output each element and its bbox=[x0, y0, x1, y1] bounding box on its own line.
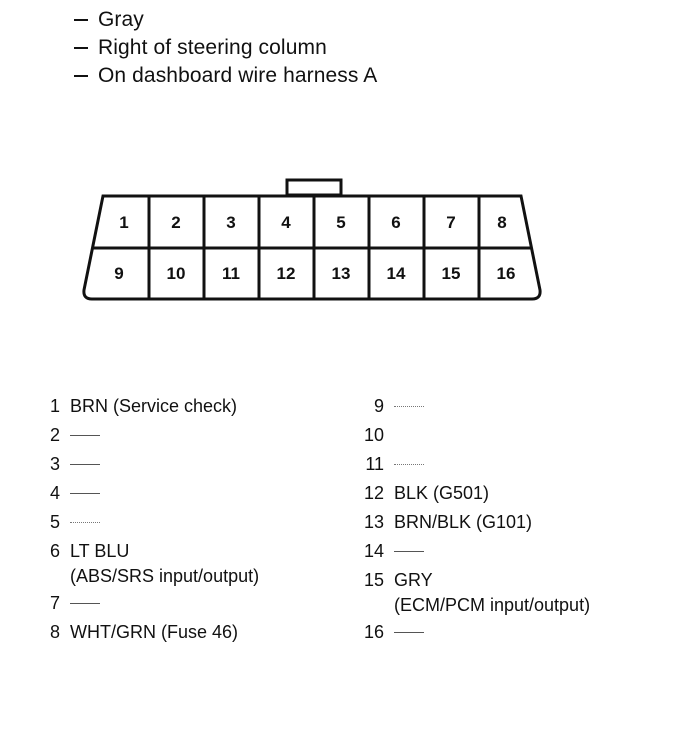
pin-number: 8 bbox=[49, 622, 60, 642]
pin-unused-line bbox=[394, 406, 424, 407]
pin-wire: BLK (G501) bbox=[394, 483, 490, 503]
pin-unused-line bbox=[394, 551, 424, 552]
pin-row-3 bbox=[30, 450, 259, 479]
pin-label-15: 15 bbox=[441, 264, 461, 283]
pin-label-2: 2 bbox=[171, 213, 181, 232]
pin-label-9: 9 bbox=[114, 264, 124, 283]
pin-description bbox=[394, 566, 590, 618]
pin-description bbox=[394, 479, 489, 508]
pin-wire: LT BLU bbox=[70, 541, 130, 561]
pin-label-14: 14 bbox=[386, 264, 406, 283]
pin-unused-line bbox=[70, 493, 100, 494]
pin-label-5: 5 bbox=[336, 213, 346, 232]
pin-row-10 bbox=[354, 421, 590, 450]
pin-description bbox=[70, 537, 259, 589]
pin-number: 4 bbox=[49, 483, 60, 503]
pin-description bbox=[394, 508, 532, 537]
pin-unused-line bbox=[70, 603, 100, 604]
pin-row-15 bbox=[354, 566, 590, 618]
pin-row-6 bbox=[30, 537, 259, 589]
pin-unused-line bbox=[394, 632, 424, 633]
pin-number: 16 bbox=[363, 622, 384, 642]
pin-row-16 bbox=[354, 618, 590, 647]
pin-wire: GRY bbox=[394, 570, 433, 590]
pin-label-12: 12 bbox=[276, 264, 296, 283]
pin-number: 9 bbox=[373, 396, 384, 416]
pin-number: 15 bbox=[363, 570, 384, 590]
pin-number: 14 bbox=[363, 541, 384, 561]
pin-row-4 bbox=[30, 479, 259, 508]
pin-label-13: 13 bbox=[331, 264, 351, 283]
dlc-connector-diagram bbox=[0, 0, 688, 340]
pin-row-8 bbox=[30, 618, 259, 647]
pin-label-3: 3 bbox=[226, 213, 236, 232]
pin-row-7 bbox=[30, 589, 259, 618]
pin-unused-line bbox=[394, 464, 424, 465]
pin-number: 7 bbox=[49, 593, 60, 613]
pin-wire: WHT/GRN (Fuse 46) bbox=[70, 622, 239, 642]
pin-description bbox=[70, 618, 238, 647]
pin-row-13 bbox=[354, 508, 590, 537]
pin-row-12 bbox=[354, 479, 590, 508]
pin-label-11: 11 bbox=[222, 264, 240, 283]
pin-label-7: 7 bbox=[446, 213, 456, 232]
pin-label-4: 4 bbox=[281, 213, 291, 232]
pin-number: 5 bbox=[49, 512, 60, 532]
pin-number: 10 bbox=[363, 425, 384, 445]
pin-number: 1 bbox=[49, 396, 60, 416]
pin-label-16: 16 bbox=[496, 264, 516, 283]
connector-lock-tab bbox=[287, 180, 341, 195]
pin-function: (ABS/SRS input/output) bbox=[70, 566, 260, 586]
pin-list-right bbox=[354, 392, 590, 647]
pin-label-10: 10 bbox=[166, 264, 186, 283]
pin-unused-line bbox=[70, 522, 100, 523]
pin-number: 3 bbox=[49, 454, 60, 474]
pin-row-5 bbox=[30, 508, 259, 537]
pin-wire: BRN/BLK (G101) bbox=[394, 512, 533, 532]
pin-unused-line bbox=[70, 464, 100, 465]
note-text: Right of steering column bbox=[98, 36, 327, 59]
pin-number: 12 bbox=[363, 483, 384, 503]
pin-row-1 bbox=[30, 392, 259, 421]
pin-label-8: 8 bbox=[497, 213, 507, 232]
pin-description bbox=[70, 392, 237, 421]
pin-row-14 bbox=[354, 537, 590, 566]
pin-list-left bbox=[30, 392, 259, 647]
pin-label-6: 6 bbox=[391, 213, 401, 232]
pin-row-9 bbox=[354, 392, 590, 421]
pin-unused-line bbox=[70, 435, 100, 436]
pin-number: 2 bbox=[49, 425, 60, 445]
pin-function: (ECM/PCM input/output) bbox=[394, 595, 591, 615]
pin-number: 11 bbox=[365, 454, 384, 474]
pin-row-2 bbox=[30, 421, 259, 450]
pin-number: 13 bbox=[363, 512, 384, 532]
pin-label-1: 1 bbox=[119, 213, 129, 232]
note-text: Gray bbox=[98, 8, 144, 31]
pin-row-11 bbox=[354, 450, 590, 479]
note-text: On dashboard wire harness A bbox=[98, 64, 378, 87]
pin-wire: BRN (Service check) bbox=[70, 396, 238, 416]
pin-number: 6 bbox=[49, 541, 60, 561]
